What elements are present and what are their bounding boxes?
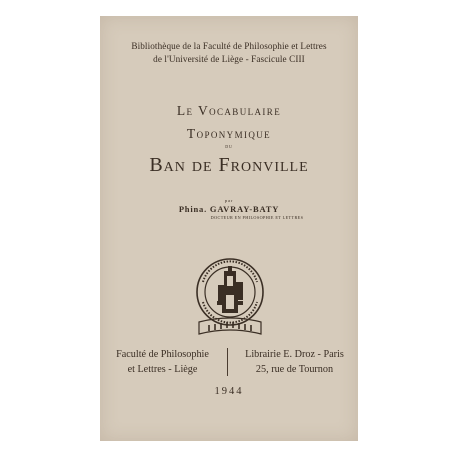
book-cover (100, 16, 358, 441)
series-line-1: Bibliothèque de la Faculté de Philosophie et Lettres (131, 41, 327, 51)
series-line-2: de l'Université de Liège - Fascicule CIII (153, 54, 305, 64)
university-seal-icon (193, 252, 267, 348)
author-par: par (224, 198, 234, 203)
publisher-divider (227, 348, 228, 376)
publisher-left (100, 348, 225, 377)
title-line-1: Le Vocabulaire (176, 103, 282, 118)
title-du: du (225, 145, 233, 150)
publisher-left-line-2: et Lettres - Liège (127, 363, 198, 375)
publisher-left-line-1: Faculté de Philosophie (116, 349, 209, 360)
publisher-right-line-2: 25, rue de Tournon (255, 363, 334, 375)
author-name: Phina. GAVRAY-BATY (178, 204, 280, 214)
book-title (100, 102, 358, 178)
publication-year: 1944 (214, 386, 244, 397)
author-subtitle: DOCTEUR EN PHILOSOPHIE ET LETTRES (210, 215, 304, 220)
publisher-right-line-1: Librairie E. Droz - Paris (245, 349, 344, 360)
series-text (100, 40, 358, 66)
title-line-2: Toponymique (186, 126, 272, 141)
publisher-right (231, 348, 358, 377)
title-line-3: Ban de Fronville (149, 154, 309, 176)
